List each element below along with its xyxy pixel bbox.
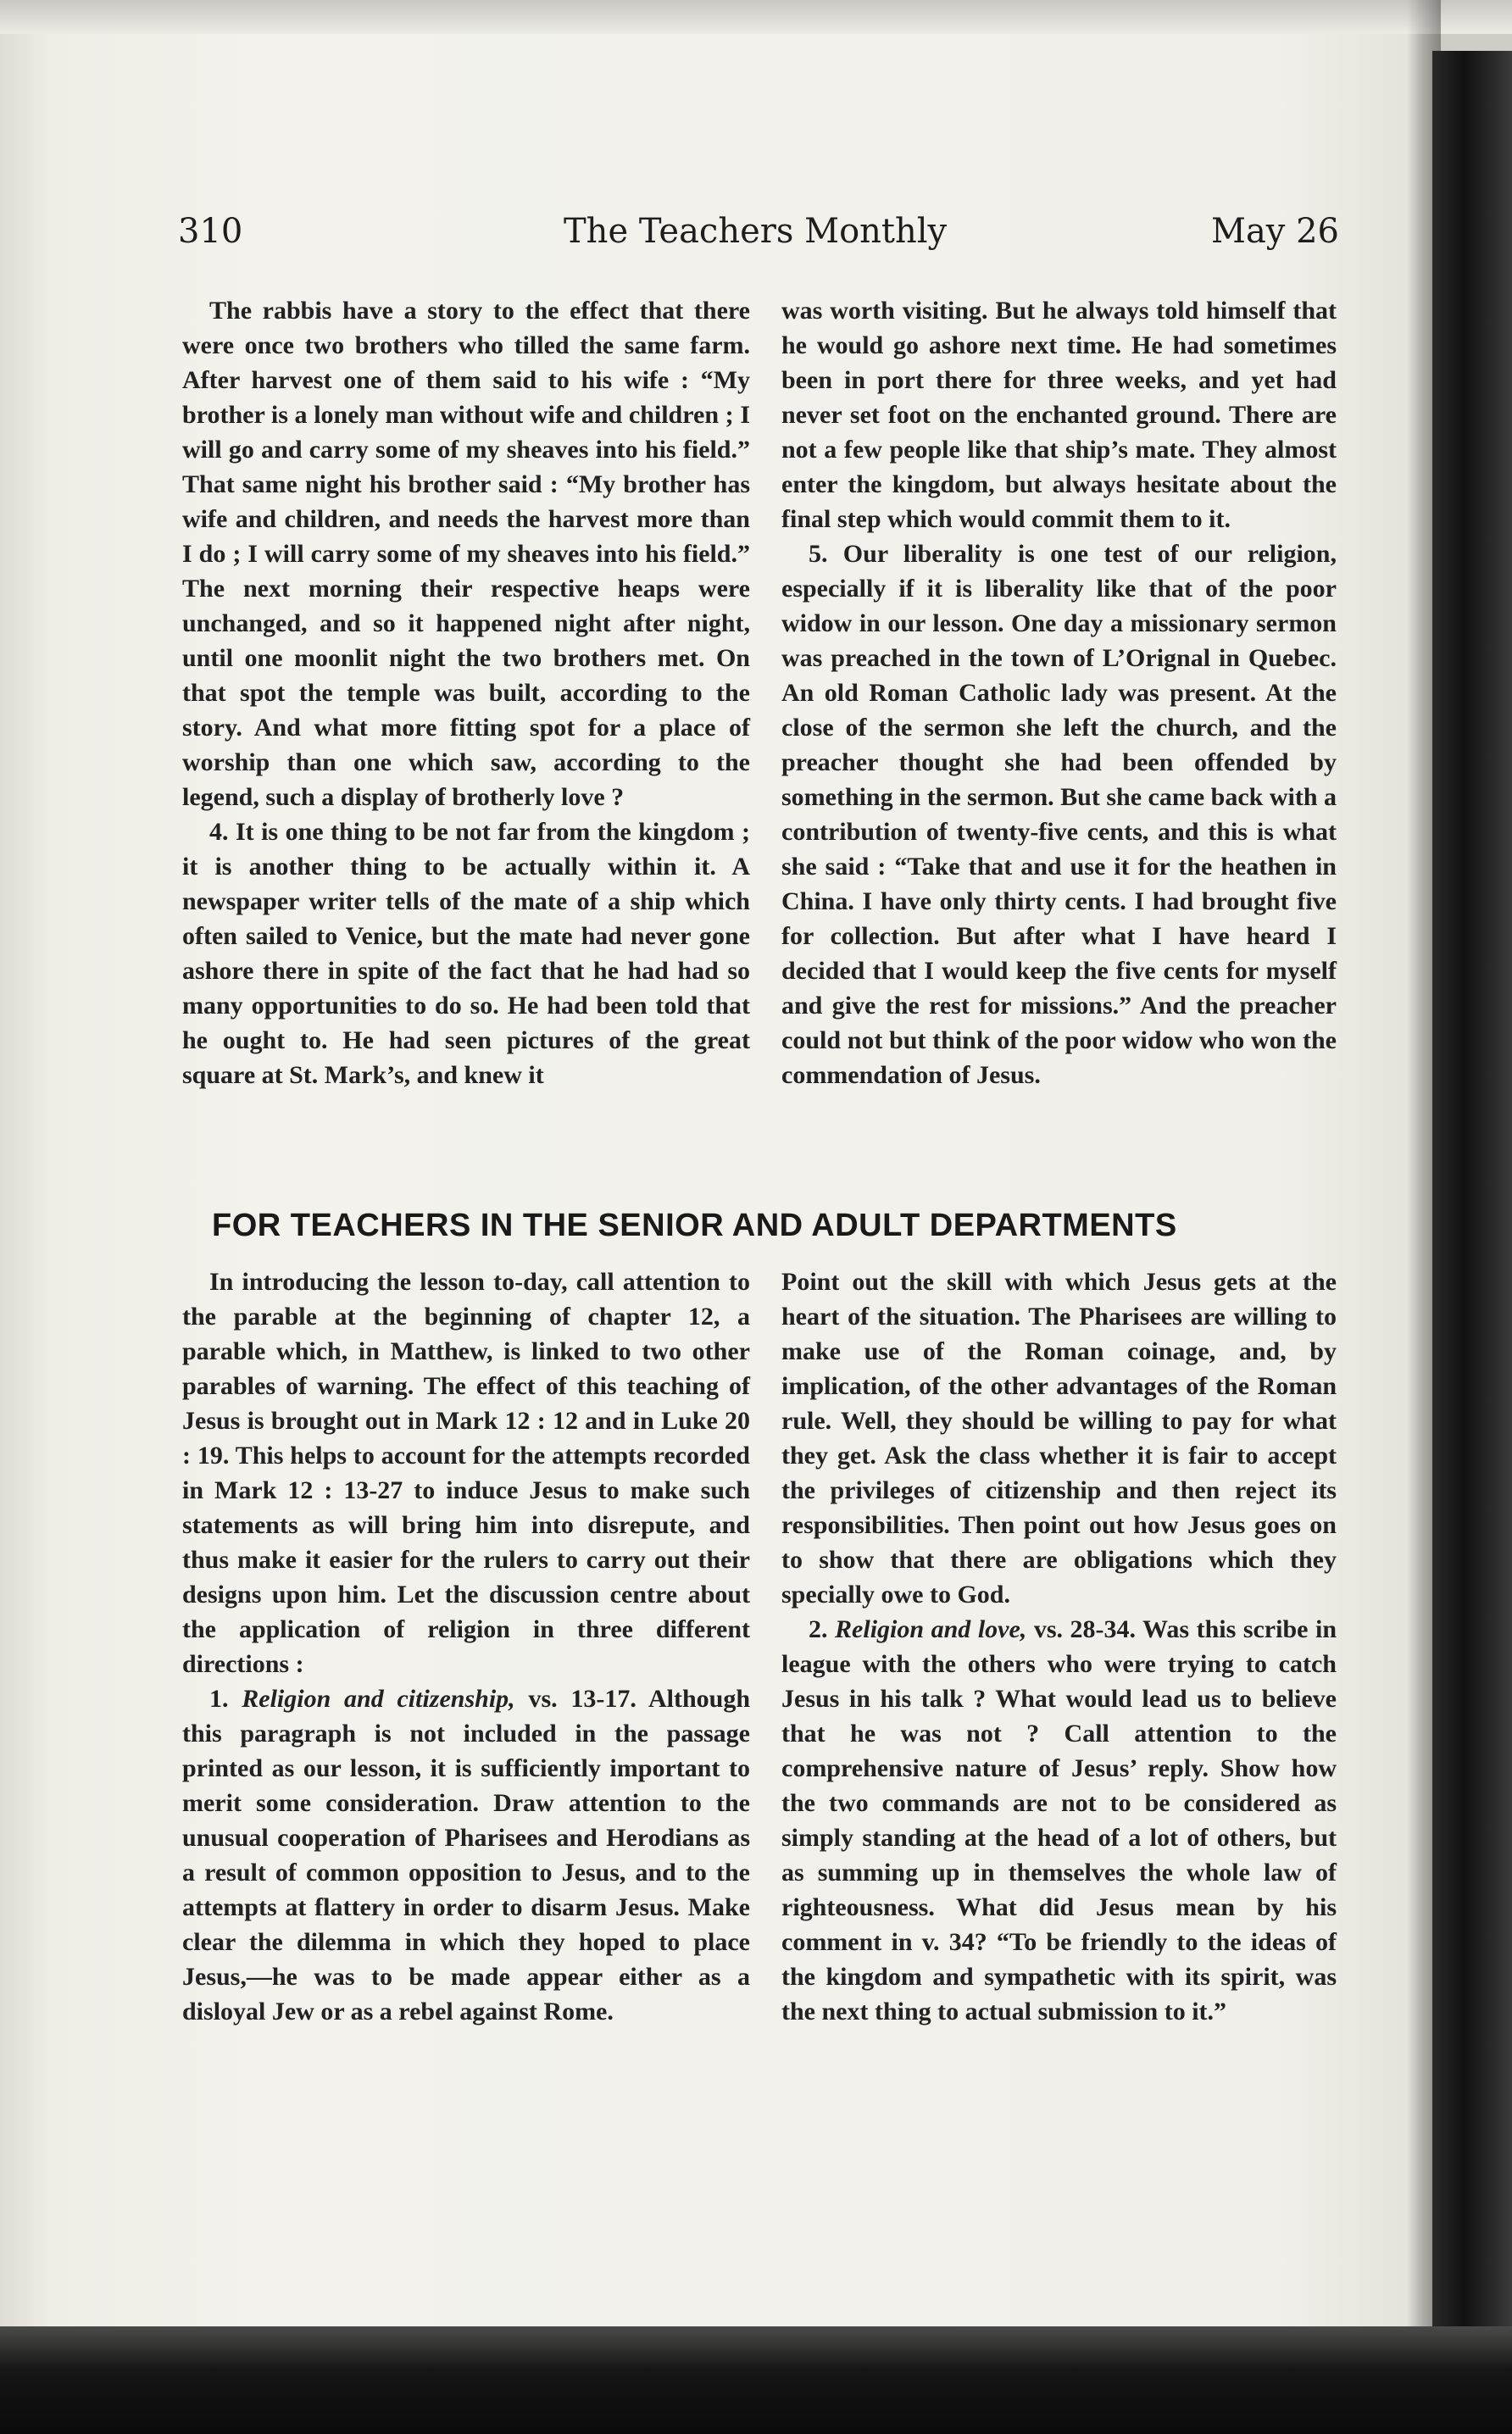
column-bottom-left	[182, 1264, 750, 2029]
running-head	[178, 212, 1339, 263]
column-top-left	[182, 293, 750, 1092]
issue-date: May 26	[1210, 212, 1339, 251]
item-text: vs. 13-17. Although this paragraph is not included in the passage printed as our lesson, it is sufficiently important to merit some consideration. Draw attention to the unusual cooperation of Pharisees and Herodians as a result of common opposition to Jesus, and to the attempts at flattery in order to disarm Jesus. Make clear the dilemma in which they hoped to place Jesus,—he was to be made appear either as a disloyal Jew or as a rebel against Rome.	[182, 1685, 751, 2026]
paragraph-point-5: 5. Our liberality is one test of our religion, especially if it is liberality like that of the poor widow in our lesson. One day a missionary sermon was preached in the town of L’Orignal in Quebec. An old Roman Catholic lady was present. At the close of the sermon she left the church, and the preacher thought she had been offended by something in the sermon. But she came back with a contribution of twenty-five cents, and this is what she said : “Take that and use it for the heathen in China. I have only thirty cents. I had brought five for collection. But after what I have heard I decided that I would keep the five cents for myself and give the rest for missions.” And the preacher could not but think of the poor widow who won the commendation of Jesus.	[781, 540, 1337, 1089]
column-bottom-right	[781, 1264, 1337, 2029]
book-spine	[1432, 51, 1512, 2339]
journal-title: The Teachers Monthly	[564, 212, 948, 251]
paragraph-ship-mate: was worth visiting. But he always told himself that he would go ashore next time. He had sometimes been in port there for three weeks, and yet had never set foot on the enchanted ground. There are not a few people like that ship’s mate. They almost enter the kingdom, but always hesitate about the final step which would commit them to it.	[781, 297, 1337, 533]
item-text: vs. 28-34. Was this scribe in league with the others who were trying to catch Jesus in his talk ? What would lead us to believe that he was not ? Call attention to the comprehensive nature of Jesus’ reply. Show how the two commands are not to be considered as simply standing at the head of a lot of others, but as summing up in themselves the whole law of righteousness. What did Jesus mean by his comment in v. 34? “To be friendly to the ideas of the kingdom and sympathetic with its spirit, was the next thing to actual submission to it.”	[781, 1615, 1337, 2026]
paragraph-religion-love	[781, 1612, 1337, 2029]
paragraph-skill-of-jesus: Point out the skill with which Jesus gets at the heart of the situation. The Pharisees are willing to make use of the Roman coinage, and, by implication, of the other advantages of the Roman rule. Well, they should be willing to pay for what they get. Ask the class whether it is fair to accept the privileges of citizenship and then reject its responsibilities. Then point out how Jesus goes on to show that there are obligations which they specially owe to God.	[781, 1268, 1337, 1609]
scan-top-margin	[0, 0, 1512, 34]
section-heading: FOR TEACHERS IN THE SENIOR AND ADULT DEPARTMENTS	[212, 1208, 1177, 1243]
scan-bottom-margin	[0, 2326, 1512, 2434]
paragraph-religion-citizenship	[182, 1681, 750, 2029]
paragraph-rabbis-story: The rabbis have a story to the effect that there were once two brothers who tilled the same farm. After harvest one of them said to his wife : “My brother is a lonely man without wife and children ; I will go and carry some of my sheaves into his field.” That same night his brother said : “My brother has wife and children, and needs the harvest more than I do ; I will carry some of my sheaves into his field.” The next morning their respective heaps were unchanged, and so it happened night after night, until one moonlit night the two brothers met. On that spot the temple was built, according to the story. And what more fitting spot for a place of worship than one which saw, according to the legend, such a display of brotherly love ?	[182, 297, 750, 811]
paragraph-introduction: In introducing the lesson to-day, call attention to the parable at the beginning of chapter 12, a parable which, in Matthew, is linked to two other parables of warning. The effect of this teaching of Jesus is brought out in Mark 12 : 12 and in Luke 20 : 19. This helps to account for the attempts recorded in Mark 12 : 13-27 to induce Jesus to make such statements as will bring him into disrepute, and thus make it easier for the rulers to carry out their designs upon him. Let the discussion centre about the application of religion in three different directions :	[182, 1268, 750, 1678]
column-top-right	[781, 293, 1337, 1092]
item-title: Religion and citizenship,	[242, 1685, 515, 1713]
item-title: Religion and love,	[835, 1615, 1027, 1643]
item-number: 1.	[209, 1685, 229, 1713]
item-number: 2.	[809, 1615, 828, 1643]
page-number: 310	[178, 212, 243, 251]
paragraph-point-4: 4. It is one thing to be not far from the kingdom ; it is another thing to be actually within it. A newspaper writer tells of the mate of a ship which often sailed to Venice, but the mate had never gone ashore there in spite of the fact that he had had so many opportunities to do so. He had been told that he ought to. He had seen pictures of the great square at St. Mark’s, and knew it	[182, 818, 750, 1089]
